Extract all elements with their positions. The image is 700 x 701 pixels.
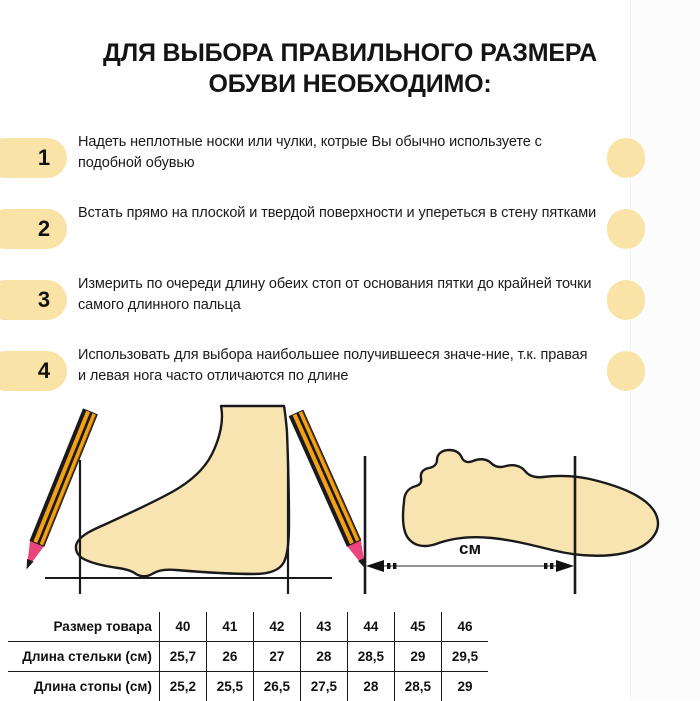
dimension-tick-left (387, 563, 390, 569)
table-cell: 25,5 (206, 672, 253, 701)
foot-top-view (403, 450, 658, 556)
table-cell: 44 (347, 612, 394, 642)
table-cell: 28 (347, 672, 394, 701)
row-header: Длина стопы (см) (8, 672, 159, 701)
table-cell: 29 (394, 642, 441, 672)
title-line-1 (103, 39, 597, 67)
table-cell: 26 (206, 642, 253, 672)
step-badge-right (607, 138, 645, 178)
table-cell: 43 (300, 612, 347, 642)
row-header: Длина стельки (см) (8, 642, 159, 672)
page-title (0, 38, 700, 100)
table-cell: 28,5 (394, 672, 441, 701)
step-number: 1 (30, 138, 58, 178)
table-cell: 40 (159, 612, 206, 642)
dimension-arrow-left (366, 560, 384, 572)
step-text: Встать прямо на плоской и твердой поверхности и упереться в стену пятками (78, 203, 598, 224)
table-cell: 29,5 (441, 642, 488, 672)
title-highlight: ПРАВИЛЬНОГО (281, 39, 474, 67)
table-cell: 42 (253, 612, 300, 642)
dimension-tick-left-2 (393, 563, 396, 569)
foot-side-view (76, 406, 289, 576)
table-cell: 27 (253, 642, 300, 672)
table-cell: 27,5 (300, 672, 347, 701)
table-row (8, 642, 488, 672)
table-cell: 25,7 (159, 642, 206, 672)
step-badge-right (607, 209, 645, 249)
table-cell: 46 (441, 612, 488, 642)
table-row (8, 672, 488, 701)
step-badge-right (607, 280, 645, 320)
table-cell: 45 (394, 612, 441, 642)
list-item (0, 274, 700, 336)
title-text-after: РАЗМЕРА (473, 39, 597, 67)
dimension-tick-right (544, 563, 547, 569)
measure-unit-label: см (459, 539, 481, 558)
step-text: Использовать для выбора наибольшее получившееся значе-ние, т.к. правая и левая нога часто отличаются по длине (78, 345, 598, 387)
step-text: Надеть неплотные носки или чулки, котрые Вы обычно используете с подобной обувью (78, 132, 598, 174)
dimension-arrow-right (556, 560, 574, 572)
table-cell: 41 (206, 612, 253, 642)
size-table (8, 612, 488, 701)
step-badge-right (607, 351, 645, 391)
table-cell: 29 (441, 672, 488, 701)
step-number: 4 (30, 351, 58, 391)
table-cell: 25,2 (159, 672, 206, 701)
table-cell: 28,5 (347, 642, 394, 672)
title-line-2: ОБУВИ НЕОБХОДИМО: (209, 70, 492, 98)
list-item (0, 203, 700, 265)
row-header: Размер товара (8, 612, 159, 642)
step-number: 3 (30, 280, 58, 320)
table-row (8, 612, 488, 642)
table-cell: 26,5 (253, 672, 300, 701)
foot-measurement-illustration (0, 398, 700, 598)
list-item (0, 132, 700, 194)
step-number: 2 (30, 209, 58, 249)
step-text: Измерить по очереди длину обеих стоп от основания пятки до крайней точки самого длинного пальца (78, 274, 598, 316)
table-cell: 28 (300, 642, 347, 672)
dimension-tick-right-2 (550, 563, 553, 569)
steps-list (0, 132, 700, 416)
title-text-before: ДЛЯ ВЫБОРА (103, 39, 281, 67)
pencil-right-icon (289, 410, 372, 572)
